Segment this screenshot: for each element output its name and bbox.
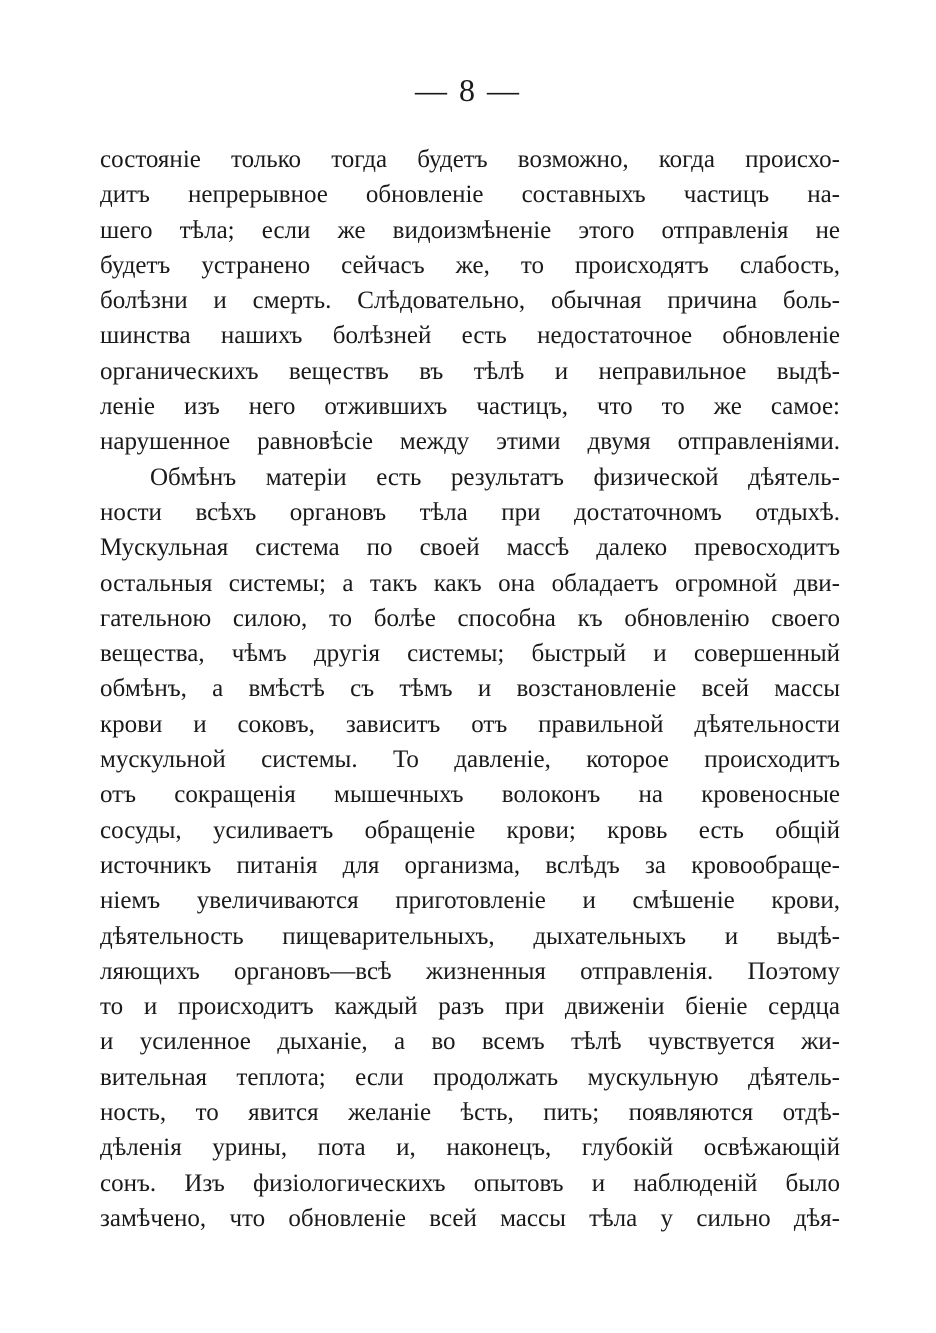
text-line: Мускульная система по своей массѣ далеко превосходитъ (100, 534, 840, 562)
text-line: нарушенное равновѣсіе между этими двумя отправленіями. (100, 428, 840, 456)
text-line: обмѣнъ, а вмѣстѣ съ тѣмъ и возстановленіе всей массы (100, 675, 840, 703)
text-line: болѣзни и смерть. Слѣдовательно, обычная причина боль- (100, 287, 840, 315)
text-line: сонъ. Изъ физіологическихъ опытовъ и наблюденій было (100, 1169, 840, 1197)
text-line: крови и соковъ, зависитъ отъ правильной дѣятельности (100, 710, 840, 738)
text-line: дитъ непрерывное обновленіе составныхъ частицъ на- (100, 181, 840, 209)
paragraph-start-line: Обмѣнъ матеріи есть результатъ физической дѣятель- (150, 463, 840, 491)
text-line: отъ сокращенія мышечныхъ волоконъ на кровеносные (100, 781, 840, 809)
text-line: будетъ устранено сейчасъ же, то происходятъ слабость, (100, 251, 840, 279)
text-line: мускульной системы. То давленіе, которое происходитъ (100, 746, 840, 774)
text-line: состояніе только тогда будетъ возможно, когда происхо- (100, 146, 840, 173)
text-line: источникъ питанія для организма, вслѣдъ за кровообраще- (100, 851, 840, 879)
text-line: сосуды, усиливаетъ обращеніе крови; кровь есть общій (100, 816, 840, 844)
text-line: вительная теплота; если продолжать мускульную дѣятель- (100, 1063, 840, 1091)
body-text (100, 142, 840, 1236)
text-line: ляющихъ органовъ—всѣ жизненныя отправленія. Поэтому (100, 957, 840, 985)
text-line: замѣчено, что обновленіе всей массы тѣла у сильно дѣя- (100, 1204, 840, 1232)
text-line: органическихъ веществъ въ тѣлѣ и неправильное выдѣ- (100, 357, 840, 385)
text-line: ніемъ увеличиваются приготовленіе и смѣшеніе крови, (100, 887, 840, 915)
text-line: дѣленія урины, пота и, наконецъ, глубокій освѣжающій (100, 1134, 840, 1162)
text-line: то и происходитъ каждый разъ при движеніи біеніе сердца (100, 993, 840, 1021)
text-line: дѣятельность пищеварительныхъ, дыхательныхъ и выдѣ- (100, 922, 840, 950)
text-line: шинства нашихъ болѣзней есть недостаточное обновленіе (100, 322, 840, 350)
text-line: леніе изъ него отжившихъ частицъ, что то же самое: (100, 393, 840, 421)
text-line: остальныя системы; а такъ какъ она обладаетъ огромной дви- (100, 569, 840, 597)
text-line: вещества, чѣмъ другія системы; быстрый и совершенный (100, 640, 840, 668)
text-line: ность, то явится желаніе ѣсть, пить; появляются отдѣ- (100, 1099, 840, 1127)
text-line: ности всѣхъ органовъ тѣла при достаточномъ отдыхѣ. (100, 498, 840, 526)
text-line: гательною силою, то болѣе способна къ обновленію своего (100, 604, 840, 632)
text-line: и усиленное дыханіе, а во всемъ тѣлѣ чувствуется жи- (100, 1028, 840, 1056)
text-line: шего тѣла; если же видоизмѣненіе этого отправленія не (100, 216, 840, 244)
page-number: — 8 — (415, 72, 521, 108)
